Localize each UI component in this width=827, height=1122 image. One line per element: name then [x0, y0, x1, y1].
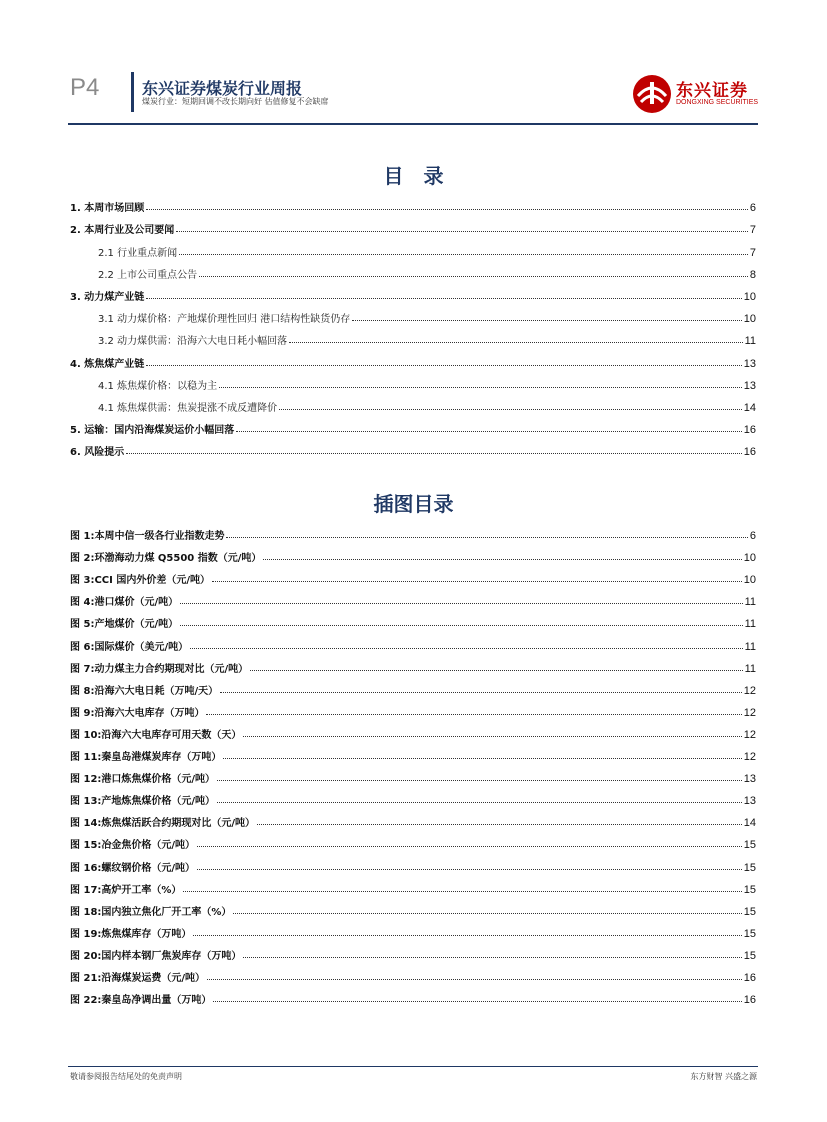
figure-entry-label: 图 14:炼焦煤活跃合约期现对比（元/吨） [70, 818, 256, 830]
figure-entry-page: 11 [744, 596, 756, 609]
dot-leader [223, 757, 741, 759]
figure-entry[interactable] [70, 630, 756, 652]
figure-entry-label: 图 13:产地炼焦煤价格（元/吨） [70, 796, 216, 808]
figure-entry[interactable] [70, 719, 756, 741]
figure-entry[interactable] [70, 940, 756, 962]
figure-entry-label: 图 22:秦皇岛净调出量（万吨） [70, 995, 212, 1007]
dot-leader [180, 624, 742, 626]
logo-text: 东兴证券 [676, 81, 748, 101]
figure-entry-label: 图 19:炼焦煤库存（万吨） [70, 928, 192, 940]
toc-entry-page: 7 [749, 246, 756, 259]
figure-entry-label: 图 7:动力煤主力合约期现对比（元/吨） [70, 663, 249, 675]
footer-slogan: 东方财智 兴盛之源 [690, 1072, 757, 1081]
toc-entry-page: 6 [749, 202, 756, 215]
figure-entry[interactable] [70, 918, 756, 940]
dot-leader [226, 536, 747, 538]
dot-leader [146, 208, 748, 210]
toc-entry[interactable] [70, 281, 756, 303]
figure-entry-label: 图 8:沿海六大电日耗（万吨/天） [70, 685, 219, 697]
dot-leader [206, 713, 741, 715]
figure-entry[interactable] [70, 542, 756, 564]
dot-leader [289, 341, 742, 343]
figure-entry-page: 15 [743, 839, 756, 852]
figure-entry-label: 图 4:港口煤价（元/吨） [70, 597, 179, 609]
toc-entry-label: 4. 炼焦煤产业链 [70, 358, 145, 370]
dot-leader [236, 430, 742, 432]
dot-leader [207, 978, 742, 980]
toc-entry[interactable] [70, 236, 756, 258]
toc-entry-page: 16 [743, 446, 756, 459]
figure-entry[interactable] [70, 608, 756, 630]
toc-entry-label: 3.2 动力煤供需：沿海六大电日耗小幅回落 [98, 336, 288, 348]
figure-entry[interactable] [70, 741, 756, 763]
dot-leader [213, 1000, 741, 1002]
dot-leader [257, 823, 742, 825]
figure-entry[interactable] [70, 586, 756, 608]
report-subtitle: 煤炭行业：短期回调不改长期向好 估值修复不会缺席 [142, 97, 329, 106]
dot-leader [243, 956, 741, 958]
dot-leader [212, 580, 742, 582]
dot-leader [126, 452, 742, 454]
figure-entry-page: 14 [743, 817, 756, 830]
figure-entry-label: 图 9:沿海六大电库存（万吨） [70, 707, 205, 719]
figure-entry-label: 图 1:本周中信一级各行业指数走势 [70, 531, 225, 543]
figure-entry[interactable] [70, 697, 756, 719]
dot-leader [179, 253, 748, 255]
toc-entry-page: 13 [743, 379, 756, 392]
toc-entry-page: 13 [743, 357, 756, 370]
dot-leader [217, 801, 742, 803]
toc-entry-page: 10 [743, 290, 756, 303]
toc-entry[interactable] [70, 214, 756, 236]
figure-entry-page: 12 [743, 751, 756, 764]
dot-leader [279, 408, 742, 410]
toc-entry-label: 1. 本周市场回顾 [70, 203, 145, 215]
figure-entry[interactable] [70, 962, 756, 984]
figure-entry-page: 12 [743, 706, 756, 719]
toc-entry[interactable] [70, 370, 756, 392]
toc-entry[interactable] [70, 414, 756, 436]
toc-entry[interactable] [70, 259, 756, 281]
figure-entry-page: 15 [743, 905, 756, 918]
figure-entry-label: 图 6:国际煤价（美元/吨） [70, 641, 189, 653]
dot-leader [197, 868, 742, 870]
figure-entry[interactable] [70, 829, 756, 851]
dot-leader [180, 602, 742, 604]
toc-entry-page: 16 [743, 424, 756, 437]
figure-list-title: 插图目录 [373, 492, 454, 516]
page-number: P4 [70, 74, 100, 101]
dot-leader [263, 558, 741, 560]
toc-entry-label: 6. 风险提示 [70, 447, 125, 459]
figure-entry[interactable] [70, 851, 756, 873]
toc-entry-label: 3.1 动力煤价格：产地煤价理性回归 港口结构性缺货仍存 [98, 314, 351, 326]
figure-list [70, 520, 756, 1006]
figure-entry[interactable] [70, 653, 756, 675]
figure-entry-label: 图 21:沿海煤炭运费（元/吨） [70, 972, 206, 984]
figure-entry-page: 15 [743, 949, 756, 962]
figure-entry-page: 15 [743, 861, 756, 874]
dot-leader [199, 275, 748, 277]
figure-entry-page: 11 [744, 662, 756, 675]
figure-entry[interactable] [70, 785, 756, 807]
dot-leader [352, 319, 741, 321]
toc-entry-page: 14 [743, 401, 756, 414]
figure-entry-page: 6 [749, 530, 756, 543]
toc-entry-page: 10 [743, 313, 756, 326]
dot-leader [250, 669, 742, 671]
figure-entry-label: 图 3:CCI 国内外价差（元/吨） [70, 575, 210, 587]
figure-entry-label: 图 18:国内独立焦化厂开工率（%） [70, 906, 232, 918]
dot-leader [193, 934, 741, 936]
figure-entry[interactable] [70, 874, 756, 896]
figure-entry[interactable] [70, 807, 756, 829]
figure-entry-page: 12 [743, 684, 756, 697]
toc-entry[interactable] [70, 192, 756, 214]
figure-entry-label: 图 10:沿海六大电库存可用天数（天） [70, 729, 242, 741]
dot-leader [233, 912, 741, 914]
toc-entry-label: 2. 本周行业及公司要闻 [70, 225, 175, 237]
figure-entry-label: 图 20:国内样本钢厂焦炭库存（万吨） [70, 950, 242, 962]
toc-entry-label: 5. 运输：国内沿海煤炭运价小幅回落 [70, 425, 235, 437]
figure-entry-label: 图 5:产地煤价（元/吨） [70, 619, 179, 631]
toc-entry-label: 4.1 炼焦煤供需：焦炭提涨不成反遭降价 [98, 402, 278, 414]
figure-entry-page: 12 [743, 728, 756, 741]
header-rule [68, 123, 758, 125]
dot-leader [243, 735, 741, 737]
figure-entry[interactable] [70, 896, 756, 918]
figure-entry-page: 16 [743, 971, 756, 984]
report-title: 东兴证券煤炭行业周报 [142, 79, 303, 98]
logo-english-text: DONGXING SECURITIES [676, 99, 759, 106]
dot-leader [146, 364, 742, 366]
figure-entry-page: 16 [743, 994, 756, 1007]
figure-entry-label: 图 12:港口炼焦煤价格（元/吨） [70, 774, 216, 786]
toc-entry-label: 2.1 行业重点新闻 [98, 247, 178, 259]
figure-entry-page: 10 [743, 552, 756, 565]
figure-entry-page: 13 [743, 773, 756, 786]
toc-title: 目 录 [383, 164, 444, 188]
figure-entry-label: 图 2:环渤海动力煤 Q5500 指数（元/吨） [70, 553, 262, 565]
toc-entry-label: 4.1 炼焦煤价格：以稳为主 [98, 380, 218, 392]
figure-entry-label: 图 17:高炉开工率（%） [70, 884, 182, 896]
figure-entry[interactable] [70, 675, 756, 697]
dot-leader [219, 386, 742, 388]
figure-entry-page: 15 [743, 883, 756, 896]
dot-leader [183, 890, 741, 892]
dot-leader [197, 845, 742, 847]
header-divider [131, 72, 134, 112]
figure-entry-page: 11 [744, 618, 756, 631]
dot-leader [176, 230, 748, 232]
figure-entry[interactable] [70, 520, 756, 542]
toc-entry[interactable] [70, 325, 756, 347]
dot-leader [217, 779, 742, 781]
figure-entry-label: 图 16:螺纹钢价格（元/吨） [70, 862, 196, 874]
figure-entry[interactable] [70, 763, 756, 785]
toc-entry[interactable] [70, 347, 756, 369]
figure-entry-label: 图 11:秦皇岛港煤炭库存（万吨） [70, 752, 222, 764]
toc-entry-label: 3. 动力煤产业链 [70, 291, 145, 303]
figure-entry-label: 图 15:冶金焦价格（元/吨） [70, 840, 196, 852]
toc-entry-page: 8 [749, 268, 756, 281]
figure-entry[interactable] [70, 564, 756, 586]
footer-disclaimer: 敬请参阅报告结尾处的免责声明 [70, 1072, 182, 1081]
toc-entry-label: 2.2 上市公司重点公告 [98, 269, 198, 281]
toc-entry[interactable] [70, 303, 756, 325]
footer-rule [68, 1066, 758, 1067]
toc-entry-page: 7 [749, 224, 756, 237]
figure-entry-page: 15 [743, 927, 756, 940]
dot-leader [220, 691, 742, 693]
figure-entry-page: 10 [743, 574, 756, 587]
toc-entry-page: 11 [744, 335, 756, 348]
dot-leader [146, 297, 742, 299]
toc-entry[interactable] [70, 436, 756, 458]
toc-list [70, 192, 756, 458]
figure-entry-page: 11 [744, 640, 756, 653]
figure-entry[interactable] [70, 984, 756, 1006]
figure-entry-page: 13 [743, 795, 756, 808]
toc-entry[interactable] [70, 392, 756, 414]
dot-leader [190, 647, 742, 649]
